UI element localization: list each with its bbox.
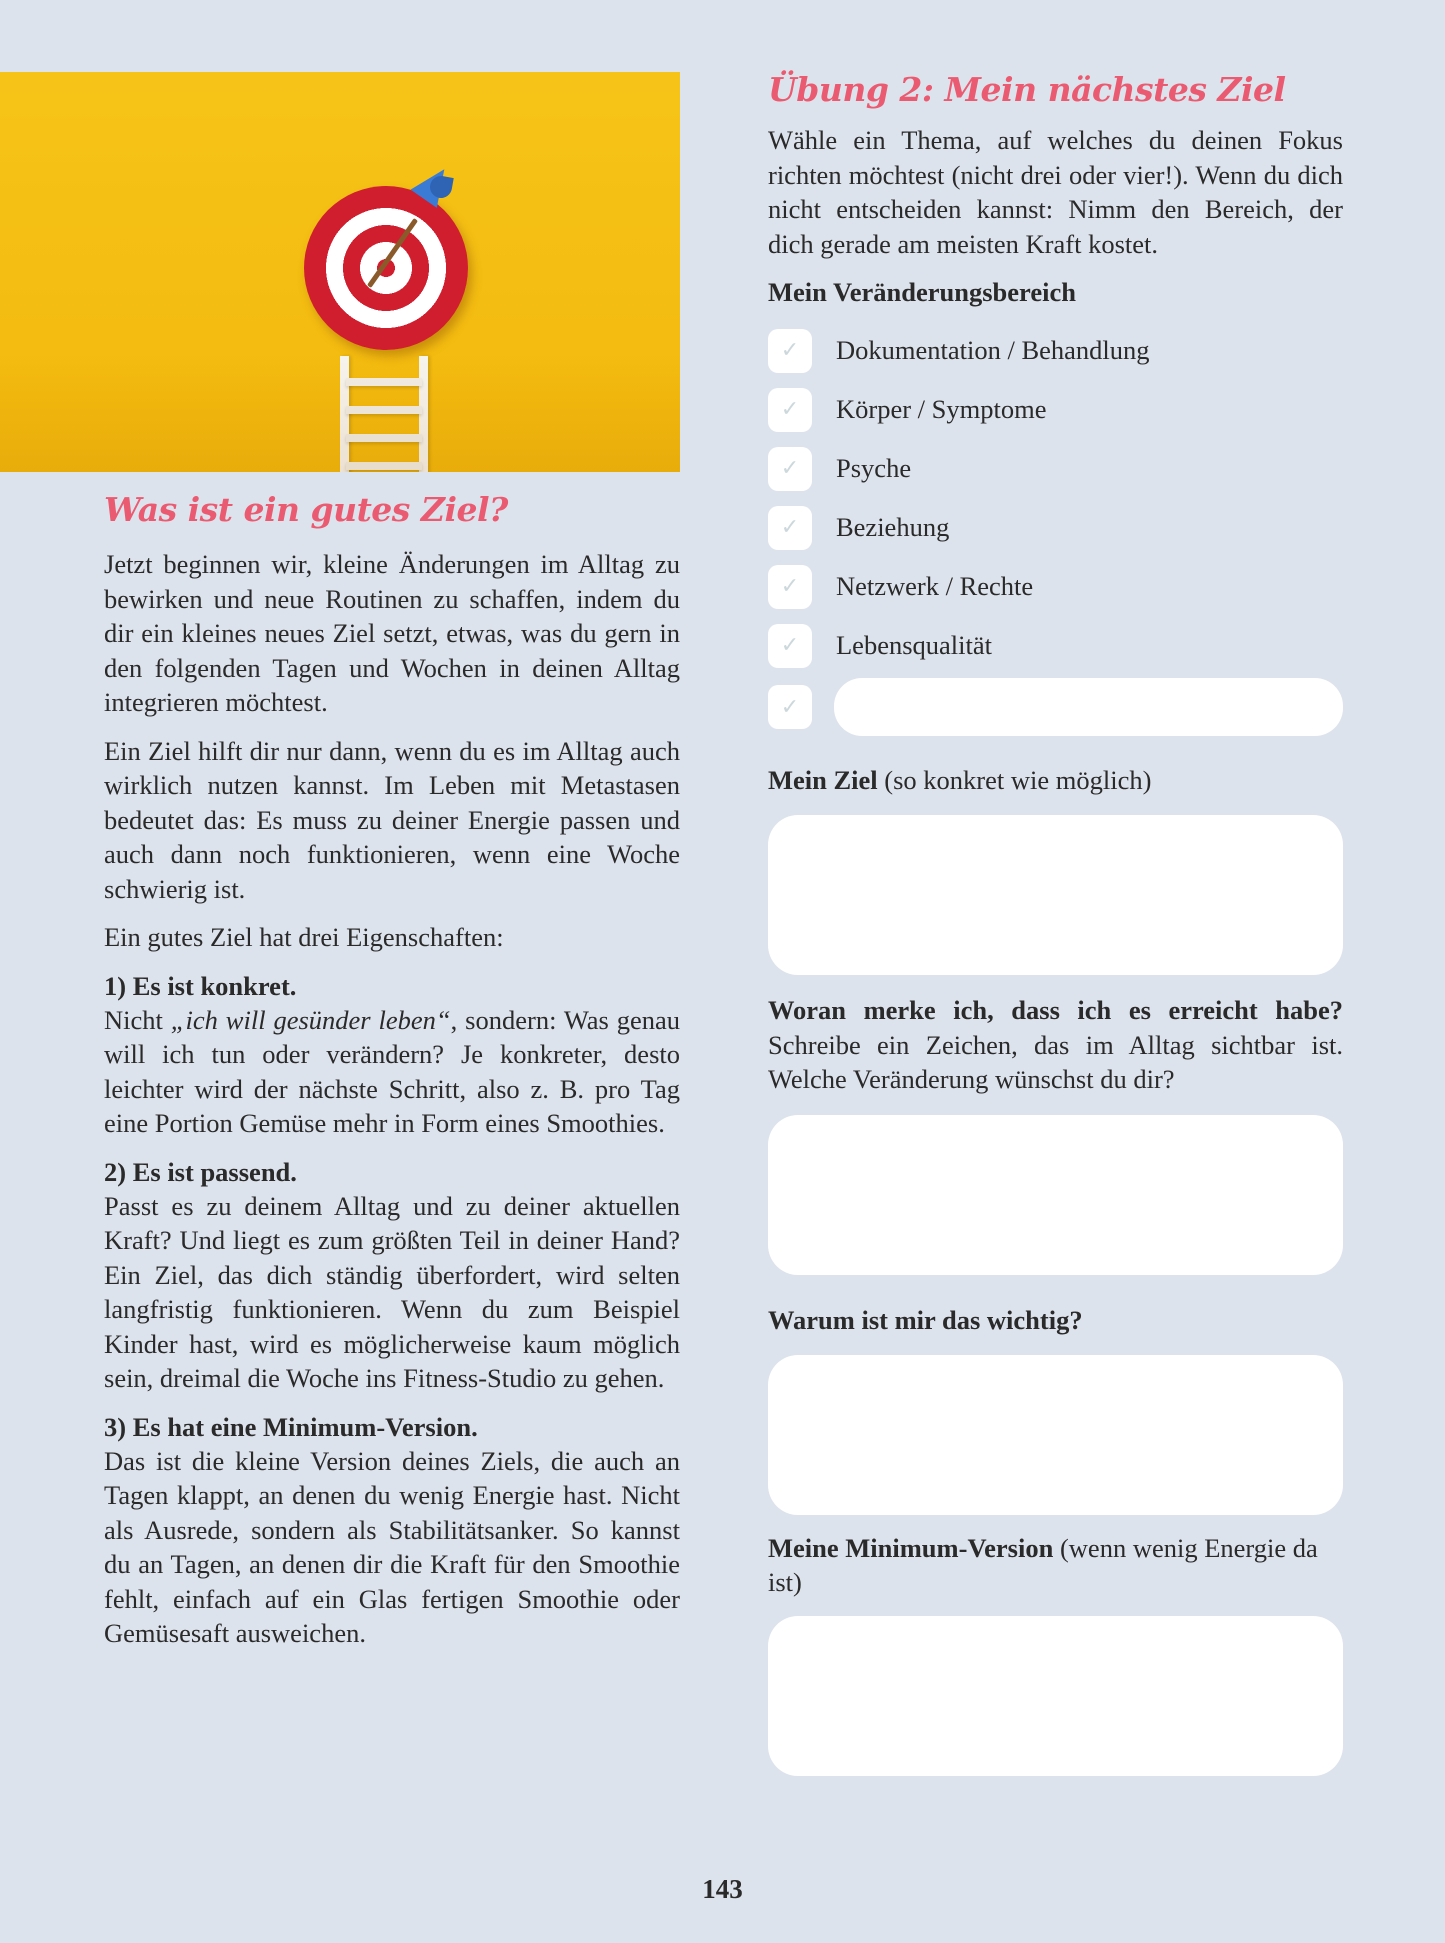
- property-heading: 1) Es ist konkret.: [104, 970, 297, 1001]
- area-option[interactable]: [768, 616, 1343, 675]
- property-heading: 3) Es hat eine Minimum-Version.: [104, 1411, 478, 1442]
- section-title: Was ist ein gutes Ziel?: [104, 490, 508, 529]
- checkbox[interactable]: ✓: [768, 388, 812, 432]
- custom-area-input[interactable]: [834, 678, 1343, 736]
- area-option[interactable]: [768, 557, 1343, 616]
- option-label: Netzwerk / Rechte: [836, 571, 1034, 601]
- intro-paragraph: Jetzt beginnen wir, kleine Änderungen im Alltag zu bewirken und neue Routinen zu schaffen, indem du dir ein kleines neues Ziel setzt, etwas, was du gern in den folgenden Tagen und Wochen in deinen Alltag integrieren möchtest.: [104, 549, 680, 717]
- option-label: Psyche: [836, 453, 912, 483]
- area-option-custom[interactable]: [768, 675, 1343, 739]
- paragraph: Ein gutes Ziel hat drei Eigenschaften:: [104, 922, 504, 952]
- checkbox[interactable]: ✓: [768, 685, 812, 729]
- paragraph: Ein Ziel hilft dir nur dann, wenn du es im Alltag auch wirklich nutzen kannst. Im Leben mit Metastasen bedeutet das: Es muss zu deiner Energie passen und auch dann noch funktionieren, wenn eine Woche schwierig ist.: [104, 735, 680, 904]
- checkbox[interactable]: ✓: [768, 329, 812, 373]
- min-version-textbox[interactable]: [768, 1616, 1343, 1776]
- exercise-intro: Wähle ein Thema, auf welches du deinen Fokus richten möchtest (nicht drei oder vier!). Wenn du dich nicht entscheiden kannst: Nimm den Bereich, der dich gerade am meisten Kraft kostet.: [768, 125, 1343, 259]
- reached-textbox[interactable]: [768, 1115, 1343, 1275]
- ladder-icon: [340, 356, 428, 472]
- area-checklist: [768, 321, 1343, 739]
- why-textbox[interactable]: [768, 1355, 1343, 1515]
- why-label: Warum ist mir das wichtig?: [768, 1304, 1083, 1335]
- checkbox[interactable]: ✓: [768, 565, 812, 609]
- checkbox[interactable]: ✓: [768, 506, 812, 550]
- checkbox[interactable]: ✓: [768, 447, 812, 491]
- option-label: Dokumentation / Behandlung: [836, 335, 1150, 365]
- hero-image: [0, 72, 680, 472]
- checkbox[interactable]: ✓: [768, 624, 812, 668]
- area-option[interactable]: [768, 439, 1343, 498]
- option-label: Beziehung: [836, 512, 950, 542]
- area-option[interactable]: [768, 380, 1343, 439]
- quote: „ich will gesünder leben“: [170, 1004, 451, 1035]
- option-label: Körper / Symptome: [836, 394, 1047, 424]
- exercise-title: Übung 2: Mein nächstes Ziel: [768, 70, 1286, 109]
- reached-question: Woran merke ich, dass ich es erreicht habe? Schreibe ein Zeichen, das im Alltag sichtbar ist. Welche Veränderung wünschst du dir?: [768, 995, 1343, 1094]
- option-label: Lebensqualität: [836, 630, 992, 660]
- property-text: Das ist die kleine Version deines Ziels, die auch an Tagen klappt, an denen du wenig Energie hast. Nicht als Ausrede, sondern als Stabilitätsanker. So kannst du an Tagen, an denen dir die Kraft für den Smoothie fehlt, einfach auf ein Glas fertigen Smoothie oder Gemüsesaft ausweichen.: [104, 1445, 680, 1648]
- area-option[interactable]: [768, 321, 1343, 380]
- goal-textbox[interactable]: [768, 815, 1343, 975]
- property-text: Nicht „ich will gesünder leben“, sondern: Was genau will ich tun oder verändern? Je konkreter, desto leichter wird der nächste Schritt, also z. B. pro Tag eine Portion Gemüse mehr in Form eines Smoothies.: [104, 1004, 680, 1138]
- property-text: Passt es zu deinem Alltag und zu deiner aktuellen Kraft? Und liegt es zum größten Teil in deiner Hand? Ein Ziel, das dich ständig überfordert, wird selten langfristig funktionieren. Wenn du zum Beispiel Kinder hast, wird es möglicherweise kaum möglich sein, dreimal die Woche ins Fitness-Studio zu gehen.: [104, 1190, 680, 1393]
- left-column: [104, 490, 680, 1651]
- area-option[interactable]: [768, 498, 1343, 557]
- page-number: 143: [702, 1874, 743, 1904]
- min-version-label: Meine Minimum-Version (wenn wenig Energie da ist): [768, 1532, 1318, 1597]
- area-label: Mein Veränderungsbereich: [768, 277, 1076, 307]
- goal-label: Mein Ziel (so konkret wie möglich): [768, 765, 1152, 795]
- target-icon: [304, 186, 468, 350]
- exercise-worksheet: [768, 70, 1343, 1776]
- property-heading: 2) Es ist passend.: [104, 1156, 297, 1187]
